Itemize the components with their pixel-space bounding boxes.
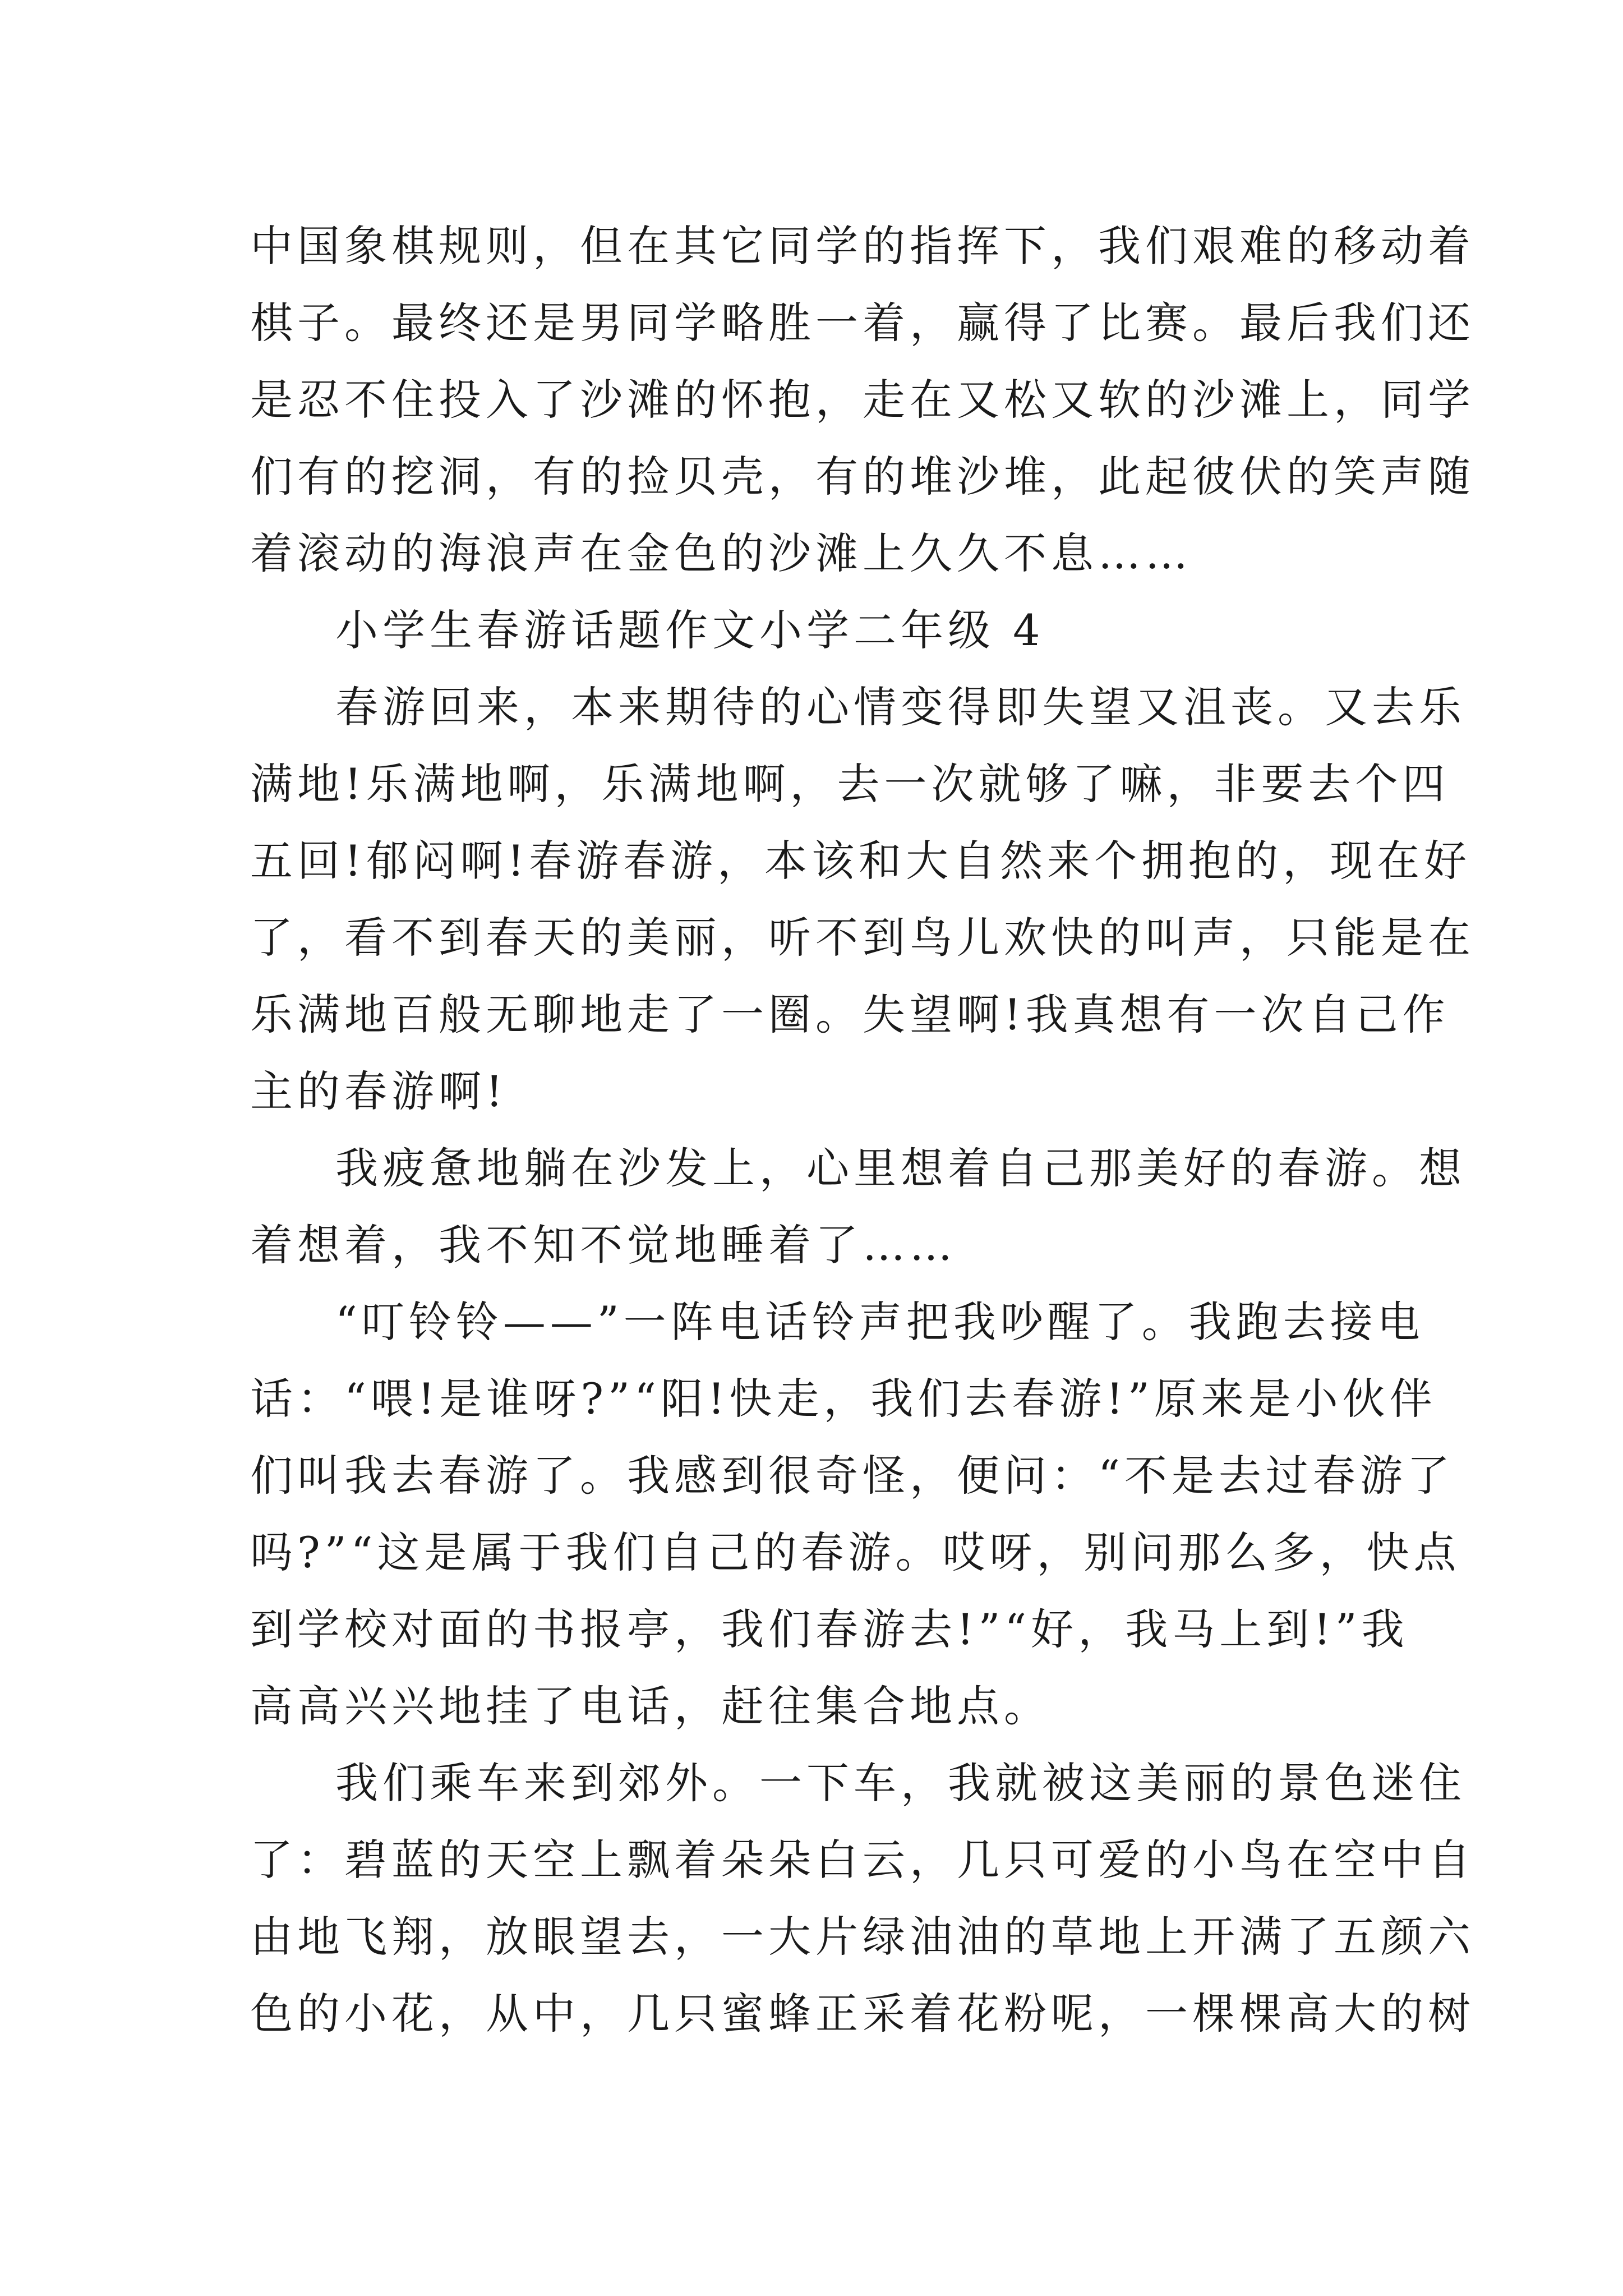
text-line: 乐满地百般无聊地走了一圈。失望啊!我真想有一次自己作 [250,990,1450,1039]
text-line: 了，看不到春天的美丽，听不到鸟儿欢快的叫声，只能是在 [250,913,1475,963]
text-line: 棋子。最终还是男同学略胜一着，赢得了比赛。最后我们还 [250,298,1475,348]
text-line: 是忍不住投入了沙滩的怀抱，走在又松又软的沙滩上，同学 [250,375,1475,425]
text-line: 五回!郁闷啊!春游春游，本该和大自然来个拥抱的，现在好 [250,836,1472,886]
paragraph-first-line: 我们乘车来到郊外。一下车，我就被这美丽的景色迷住 [335,1758,1466,1808]
text-line: 们有的挖洞，有的捡贝壳，有的堆沙堆，此起彼伏的笑声随 [250,452,1475,501]
essay-text [250,208,1475,2052]
text-line: 吗?”“这是属于我们自己的春游。哎呀，别问那么多，快点 [250,1527,1461,1577]
text-line: 中国象棋规则，但在其它同学的指挥下，我们艰难的移动着 [250,221,1475,271]
text-line: 高高兴兴地挂了电话，赶往集合地点。 [250,1681,1051,1731]
text-line: 色的小花，从中，几只蜜蜂正采着花粉呢，一棵棵高大的树 [250,1989,1475,2039]
section-heading: 小学生春游话题作文小学二年级 4 [335,605,1045,655]
text-line: 们叫我去春游了。我感到很奇怪，便问：“不是去过春游了 [250,1451,1454,1501]
text-line: 话：“喂!是谁呀?”“阳!快走，我们去春游!”原来是小伙伴 [250,1374,1437,1424]
text-line: 着想着，我不知不觉地睡着了…… [250,1220,957,1270]
text-line: 着滚动的海浪声在金色的沙滩上久久不息…… [250,528,1192,578]
paragraph-first-line: 春游回来，本来期待的心情变得即失望又沮丧。又去乐 [335,682,1466,732]
text-line: 满地!乐满地啊，乐满地啊，去一次就够了嘛，非要去个四 [250,759,1450,809]
text-line: 由地飞翔，放眼望去，一大片绿油油的草地上开满了五颜六 [250,1912,1475,1962]
paragraph-first-line: 我疲惫地躺在沙发上，心里想着自己那美好的春游。想 [335,1143,1466,1193]
text-line: 了：碧蓝的天空上飘着朵朵白云，几只可爱的小鸟在空中自 [250,1835,1475,1885]
text-line: 主的春游啊! [250,1066,508,1116]
paragraph-first-line: “叮铃铃——”一阵电话铃声把我吵醒了。我跑去接电 [335,1297,1424,1347]
text-line: 到学校对面的书报亭，我们春游去!”“好，我马上到!”我 [250,1604,1409,1654]
